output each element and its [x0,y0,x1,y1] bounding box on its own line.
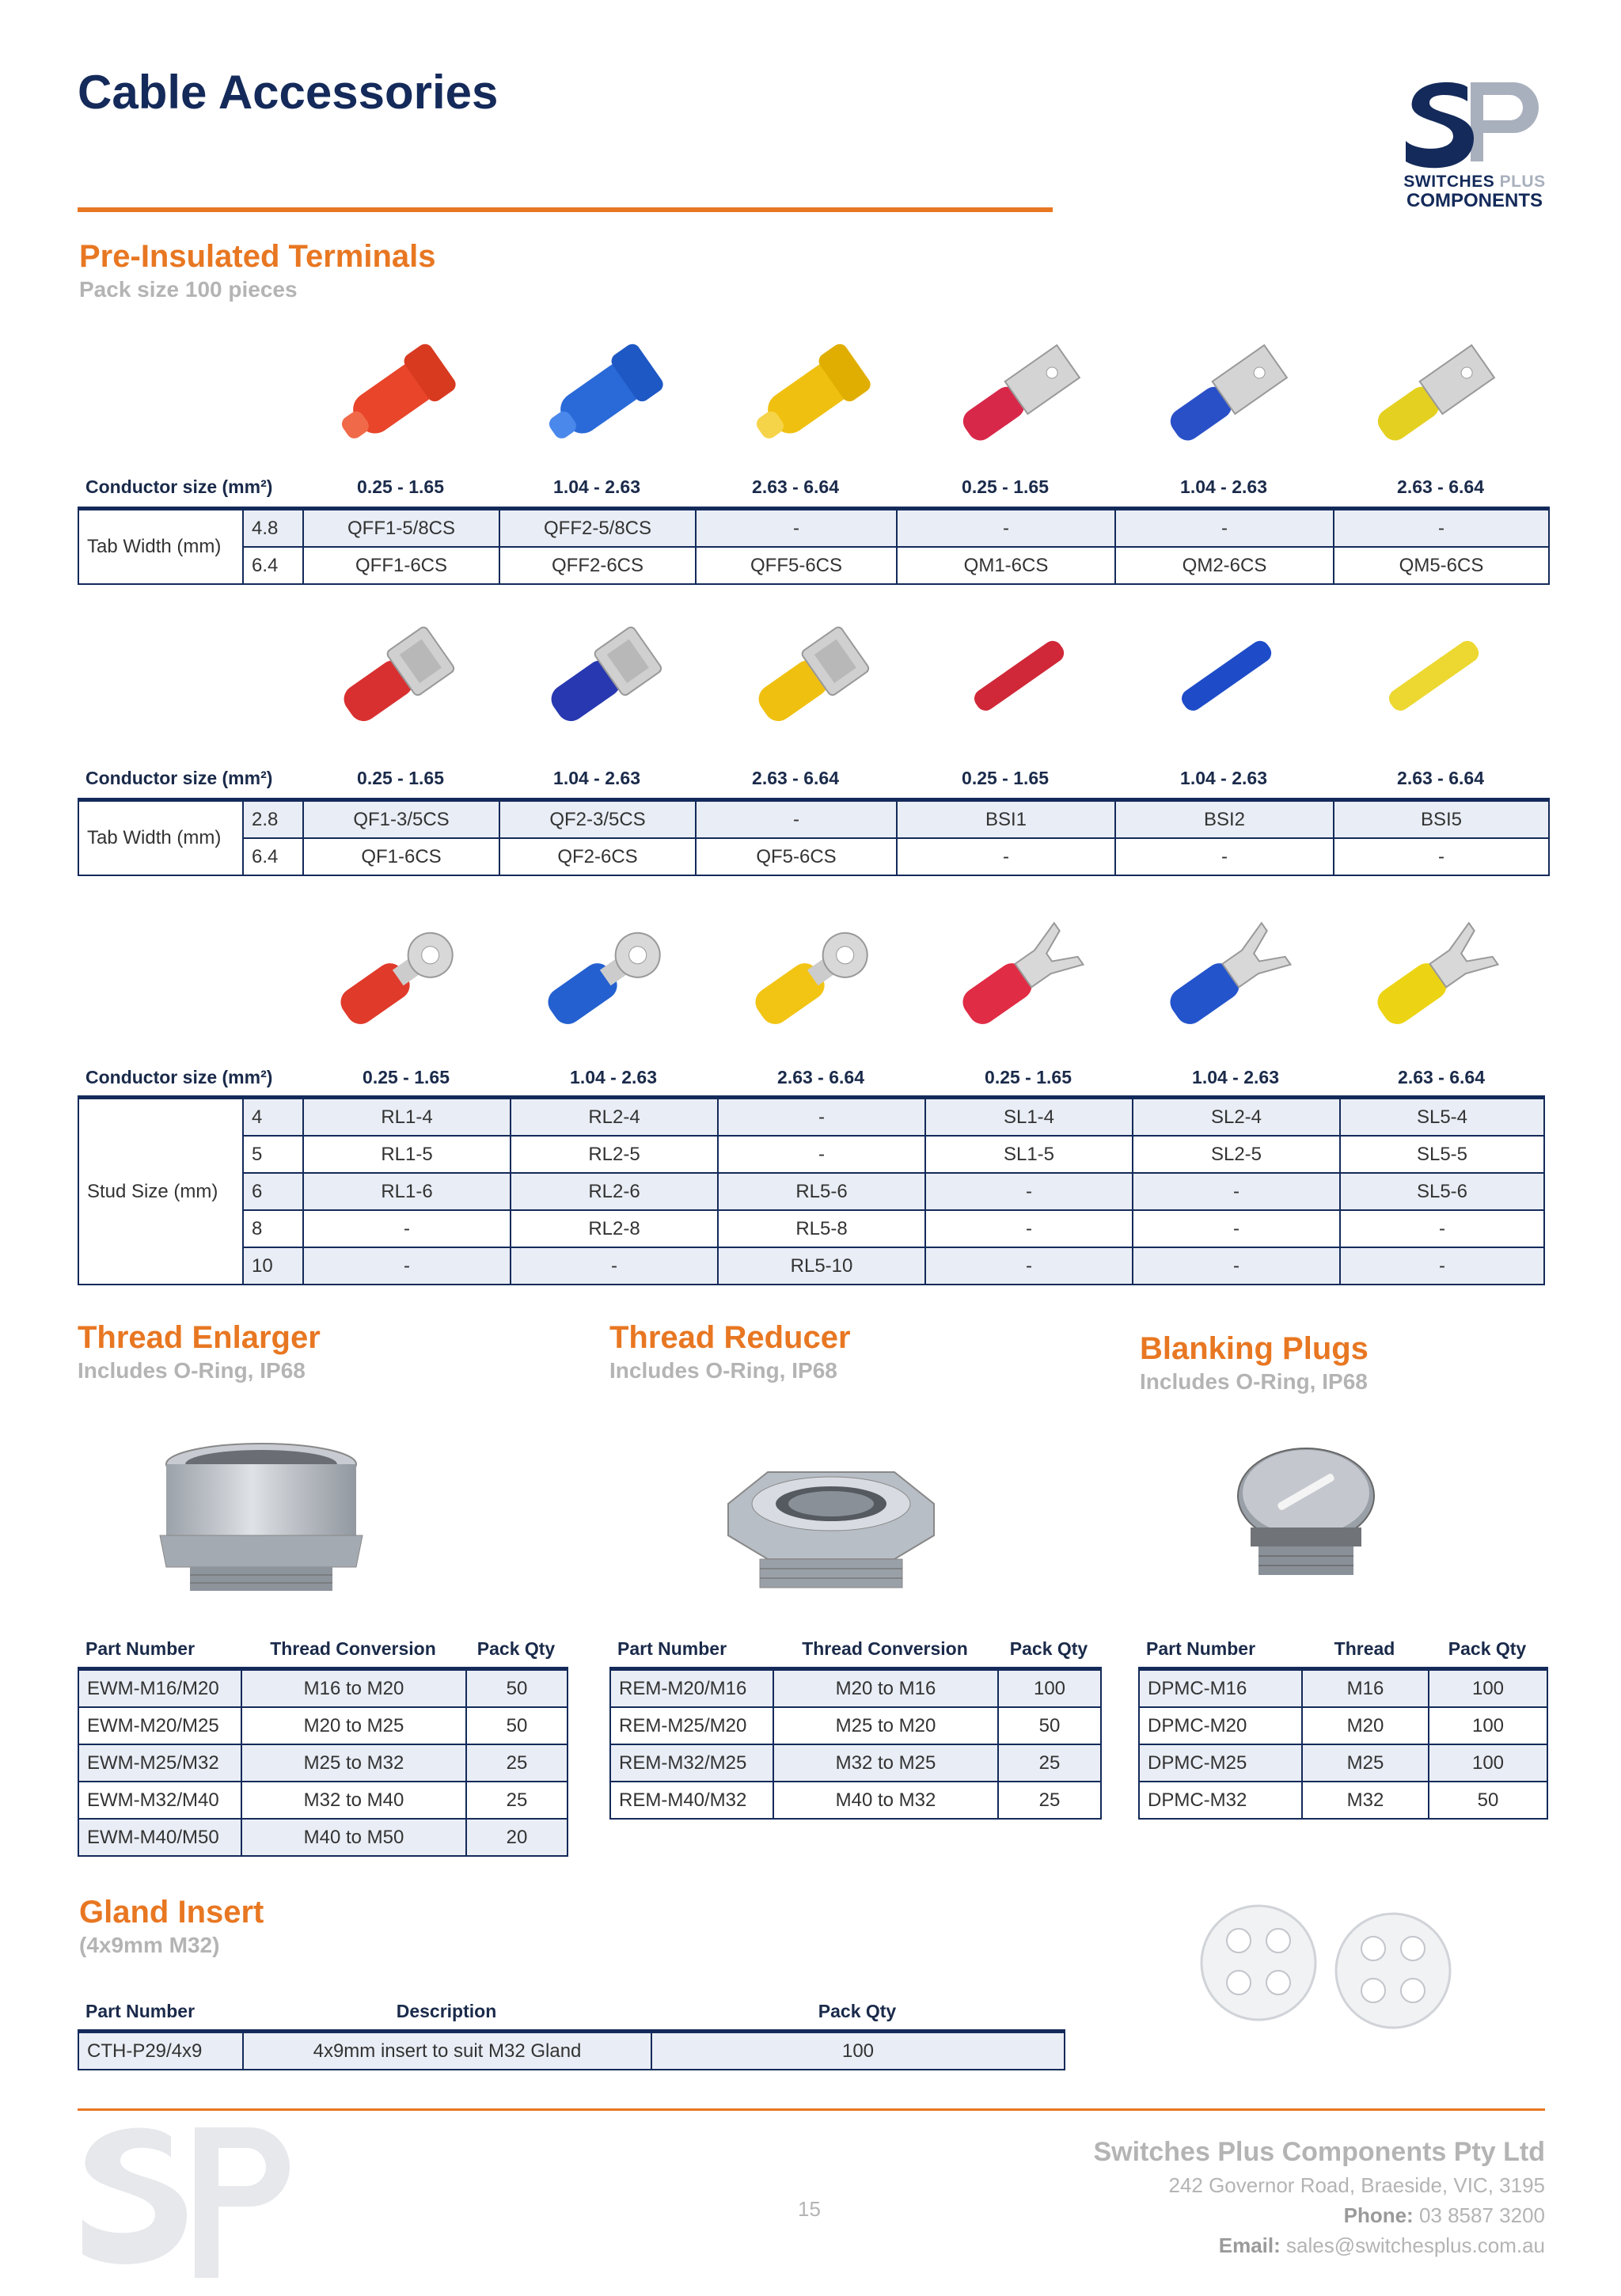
row-key: 6.4 [243,838,303,875]
part-number: REM-M32/M25 [610,1744,773,1782]
gland-table [78,2029,1065,2070]
col-header: 0.25 - 1.65 [985,1067,1072,1087]
col-header: 0.25 - 1.65 [357,768,444,788]
part-cell: - [1334,838,1549,875]
group-label: Tab Width (mm) [78,509,243,585]
col-header: Pack Qty [818,2001,897,2021]
fork-terminal-red-image [915,902,1122,1049]
thread-conversion: M25 to M32 [241,1744,466,1782]
page-title: Cable Accessories [78,66,499,119]
part-cell: RL5-10 [718,1247,925,1285]
email-label: Email: [1218,2233,1281,2257]
table-row [78,1744,568,1782]
email-link[interactable]: sales@switchesplus.com.au [1286,2233,1545,2257]
reducer-table [609,1667,1102,1820]
part-cell: RL5-8 [718,1210,925,1247]
part-cell: - [1115,838,1334,875]
row-key: 2.8 [243,800,303,839]
part-cell: QFF1-6CS [303,547,499,584]
pack-qty: 25 [466,1744,568,1782]
pack-qty: 25 [466,1782,568,1819]
enlarger-title: Thread Enlarger [78,1320,321,1355]
table-header-row [78,2001,1064,2030]
col-header: 2.63 - 6.64 [752,476,839,497]
table-row [1139,1669,1547,1708]
col-header: Thread Conversion [802,1638,968,1659]
col-header: 1.04 - 2.63 [553,476,640,497]
blanking-title: Blanking Plugs [1140,1331,1369,1366]
col-header: Thread [1334,1638,1395,1659]
col-header: 1.04 - 2.63 [1180,476,1267,497]
part-number: EWM-M32/M40 [78,1782,241,1819]
pack-qty: 100 [1429,1707,1547,1744]
part-cell: - [1133,1210,1340,1247]
part-cell: QFF2-5/8CS [499,509,696,548]
pack-qty: 50 [466,1669,568,1708]
gland-table-header [78,2001,1064,2030]
pack-qty: 20 [466,1819,568,1856]
footer-rule [78,2108,1545,2111]
part-cell: - [897,509,1115,548]
watermark-logo [76,2121,298,2296]
sp-logo-mark [1401,79,1548,174]
part-cell: RL2-4 [511,1098,718,1137]
terminal-table-1 [78,476,1548,506]
part-number: CTH-P29/4x9 [78,2032,243,2070]
part-cell: SL5-6 [1340,1173,1544,1210]
enlarger-table [78,1667,568,1857]
part-number: EWM-M25/M32 [78,1744,241,1782]
reducer-title: Thread Reducer [609,1320,851,1355]
table-row [78,1669,568,1708]
ring-terminal-red-image [293,902,500,1049]
table-row [610,1782,1101,1819]
phone-value: 03 8587 3200 [1418,2203,1545,2227]
part-cell: BSI2 [1115,800,1334,839]
part-cell: QF1-6CS [303,838,499,875]
footer-phone [1344,2203,1545,2228]
part-cell: BSI5 [1334,800,1549,839]
part-cell: QF2-3/5CS [499,800,696,839]
reducer-subtitle: Includes O-Ring, IP68 [609,1358,837,1383]
conductor-size-label: Conductor size (mm²) [85,476,273,497]
flag-disconnect-red-image [293,602,500,748]
phone-label: Phone: [1343,2203,1414,2227]
pack-qty: 50 [1429,1782,1547,1819]
part-cell: SL1-4 [925,1098,1133,1137]
part-number: DPMC-M20 [1139,1707,1302,1744]
terminal-table-3 [78,1067,1543,1096]
enlarger-subtitle: Includes O-Ring, IP68 [78,1358,306,1383]
ring-terminal-yellow-image [708,902,915,1049]
conductor-size-label: Conductor size (mm²) [85,768,273,788]
table-row [1139,1707,1547,1744]
part-cell: - [511,1247,718,1285]
table-header-row [78,1638,567,1668]
thread-conversion: M32 to M40 [241,1782,466,1819]
butt-splice-yellow-image [1330,602,1537,748]
female-disconnect-blue-image [500,321,708,467]
part-cell: - [1133,1173,1340,1210]
table-header-row [1138,1638,1547,1668]
part-cell: - [718,1098,925,1137]
conductor-size-label: Conductor size (mm²) [85,1067,273,1087]
table-row [78,1819,568,1856]
part-number: EWM-M20/M25 [78,1707,241,1744]
part-number: DPMC-M32 [1139,1782,1302,1819]
blanking-table-header [1138,1638,1547,1668]
ring-terminal-blue-image [500,902,708,1049]
part-cell: QM2-6CS [1115,547,1334,584]
part-cell: QFF1-5/8CS [303,509,499,548]
butt-splice-blue-image [1122,602,1330,748]
table-header-row [78,1067,1543,1096]
pack-qty: 100 [1429,1669,1547,1708]
table-row [610,1707,1101,1744]
terminal-grid-2 [78,798,1550,876]
thread: M32 [1302,1782,1429,1819]
col-header: Pack Qty [1448,1638,1527,1659]
blanking-subtitle: Includes O-Ring, IP68 [1140,1369,1368,1394]
thread-conversion: M25 to M20 [773,1707,998,1744]
table-row [610,1669,1101,1708]
table-row [78,1210,1544,1247]
table-row [78,547,1549,584]
col-header: Description [396,2001,497,2021]
thread-conversion: M20 to M16 [773,1669,998,1708]
part-cell: SL2-5 [1133,1136,1340,1173]
part-cell: - [696,800,897,839]
male-tab-blue-image [1122,321,1330,467]
part-cell: RL2-6 [511,1173,718,1210]
terminal-table-2 [78,768,1548,797]
col-header: 2.63 - 6.64 [777,1067,864,1087]
part-cell: RL2-5 [511,1136,718,1173]
fork-terminal-yellow-image [1330,902,1537,1049]
part-number: DPMC-M25 [1139,1744,1302,1782]
col-header: 2.63 - 6.64 [1397,768,1484,788]
pack-qty: 25 [998,1744,1101,1782]
terminals-title: Pre-Insulated Terminals [79,239,436,274]
table-row [610,1744,1101,1782]
logo-text-components: COMPONENTS [1406,190,1543,211]
part-cell: SL5-4 [1340,1098,1544,1137]
thread: M16 [1302,1669,1429,1708]
butt-splice-red-image [915,602,1122,748]
col-header: 0.25 - 1.65 [962,768,1049,788]
table-header-row [609,1638,1100,1668]
part-cell: - [1334,509,1549,548]
terminal-grid-1 [78,507,1550,585]
terminal-images-row-2 [293,602,1537,748]
blanking-plug-image [1219,1440,1393,1595]
row-key: 5 [243,1136,303,1173]
reducer-table-header [609,1638,1100,1668]
thread: M20 [1302,1707,1429,1744]
part-cell: SL1-5 [925,1136,1133,1173]
col-header: Thread Conversion [270,1638,436,1659]
enlarger-table-header [78,1638,567,1668]
part-cell: - [696,509,897,548]
row-key: 4 [243,1098,303,1137]
company-logo [1401,79,1548,214]
part-cell: - [1115,509,1334,548]
thread-conversion: M40 to M32 [773,1782,998,1819]
col-header: 1.04 - 2.63 [553,768,640,788]
part-cell: - [925,1210,1133,1247]
table-row [78,2032,1065,2070]
table-row [78,1247,1544,1285]
part-cell: - [718,1136,925,1173]
male-tab-yellow-image [1330,321,1537,467]
group-label: Stud Size (mm) [78,1098,243,1285]
pack-qty: 25 [998,1782,1101,1819]
part-cell: - [303,1247,511,1285]
part-cell: QFF2-6CS [499,547,696,584]
part-cell: QM5-6CS [1334,547,1549,584]
thread-reducer-image [712,1456,950,1603]
pack-qty: 100 [651,2032,1065,2070]
table-row [78,838,1549,875]
col-header: Part Number [1146,1638,1256,1659]
gland-title: Gland Insert [79,1895,264,1930]
col-header: 1.04 - 2.63 [570,1067,657,1087]
fork-terminal-blue-image [1122,902,1330,1049]
col-header: 2.63 - 6.64 [1397,476,1484,497]
part-cell: QF5-6CS [696,838,897,875]
female-disconnect-yellow-image [708,321,915,467]
table-row [78,1098,1544,1137]
col-header: 0.25 - 1.65 [357,476,444,497]
thread-conversion: M16 to M20 [241,1669,466,1708]
part-number: REM-M25/M20 [610,1707,773,1744]
pack-qty: 50 [998,1707,1101,1744]
part-number: REM-M20/M16 [610,1669,773,1708]
part-cell: - [925,1247,1133,1285]
thread: M25 [1302,1744,1429,1782]
thread-conversion: M20 to M25 [241,1707,466,1744]
part-cell: QF1-3/5CS [303,800,499,839]
flag-disconnect-yellow-image [708,602,915,748]
part-cell: RL1-5 [303,1136,511,1173]
part-cell: SL5-5 [1340,1136,1544,1173]
table-row [78,1782,568,1819]
table-row [1139,1744,1547,1782]
part-number: EWM-M16/M20 [78,1669,241,1708]
part-cell: BSI1 [897,800,1115,839]
col-header: 0.25 - 1.65 [363,1067,450,1087]
part-cell: - [897,838,1115,875]
table-row [78,1173,1544,1210]
part-cell: RL1-4 [303,1098,511,1137]
part-cell: QF2-6CS [499,838,696,875]
table-header-row [78,476,1548,506]
part-cell: - [303,1210,511,1247]
col-header: 2.63 - 6.64 [752,768,839,788]
part-cell: QM1-6CS [897,547,1115,584]
gland-insert-image [1187,1892,1472,2038]
pack-qty: 50 [466,1707,568,1744]
table-header-row [78,768,1548,797]
gland-subtitle: (4x9mm M32) [79,1933,220,1957]
part-cell: RL1-6 [303,1173,511,1210]
table-row [78,1707,568,1744]
footer-company: Switches Plus Components Pty Ltd [1093,2137,1545,2167]
table-row [78,1136,1544,1173]
thread-conversion: M32 to M25 [773,1744,998,1782]
part-cell: RL2-8 [511,1210,718,1247]
thread-enlarger-image [142,1440,380,1603]
part-cell: - [1340,1210,1544,1247]
part-cell: QFF5-6CS [696,547,897,584]
logo-text-plus: PLUS [1499,173,1546,191]
row-key: 6 [243,1173,303,1210]
page-number: 15 [798,2197,821,2221]
col-header: Pack Qty [1009,1638,1088,1659]
terminal-images-row-1 [293,321,1537,467]
group-label: Tab Width (mm) [78,800,243,876]
row-key: 8 [243,1210,303,1247]
pack-qty: 100 [1429,1744,1547,1782]
pack-qty: 100 [998,1669,1101,1708]
description: 4x9mm insert to suit M32 Gland [243,2032,651,2070]
terminals-subtitle: Pack size 100 pieces [79,277,298,302]
terminal-grid-3 [78,1095,1545,1285]
col-header: Part Number [617,1638,727,1659]
female-disconnect-red-image [293,321,500,467]
part-cell: - [1340,1247,1544,1285]
terminal-images-row-3 [293,902,1537,1049]
row-key: 6.4 [243,547,303,584]
row-key: 10 [243,1247,303,1285]
col-header: 1.04 - 2.63 [1180,768,1267,788]
thread-conversion: M40 to M50 [241,1819,466,1856]
table-row [78,800,1549,839]
col-header: 0.25 - 1.65 [962,476,1049,497]
part-cell: - [925,1173,1133,1210]
col-header: Pack Qty [476,1638,556,1659]
footer-email [1219,2233,1545,2258]
logo-text-switches: SWITCHES [1403,173,1495,191]
col-header: Part Number [85,1638,196,1659]
part-cell: SL2-4 [1133,1098,1340,1137]
table-row [78,509,1549,548]
flag-disconnect-blue-image [500,602,708,748]
header-rule [78,207,1053,212]
male-tab-red-image [915,321,1122,467]
blanking-table [1138,1667,1548,1820]
table-row [1139,1782,1547,1819]
footer-address: 242 Governor Road, Braeside, VIC, 3195 [1168,2173,1545,2197]
col-header: 2.63 - 6.64 [1398,1067,1485,1087]
part-number: REM-M40/M32 [610,1782,773,1819]
part-number: EWM-M40/M50 [78,1819,241,1856]
col-header: 1.04 - 2.63 [1192,1067,1279,1087]
part-number: DPMC-M16 [1139,1669,1302,1708]
col-header: Part Number [85,2001,196,2021]
row-key: 4.8 [243,509,303,548]
part-cell: - [1133,1247,1340,1285]
part-cell: RL5-6 [718,1173,925,1210]
